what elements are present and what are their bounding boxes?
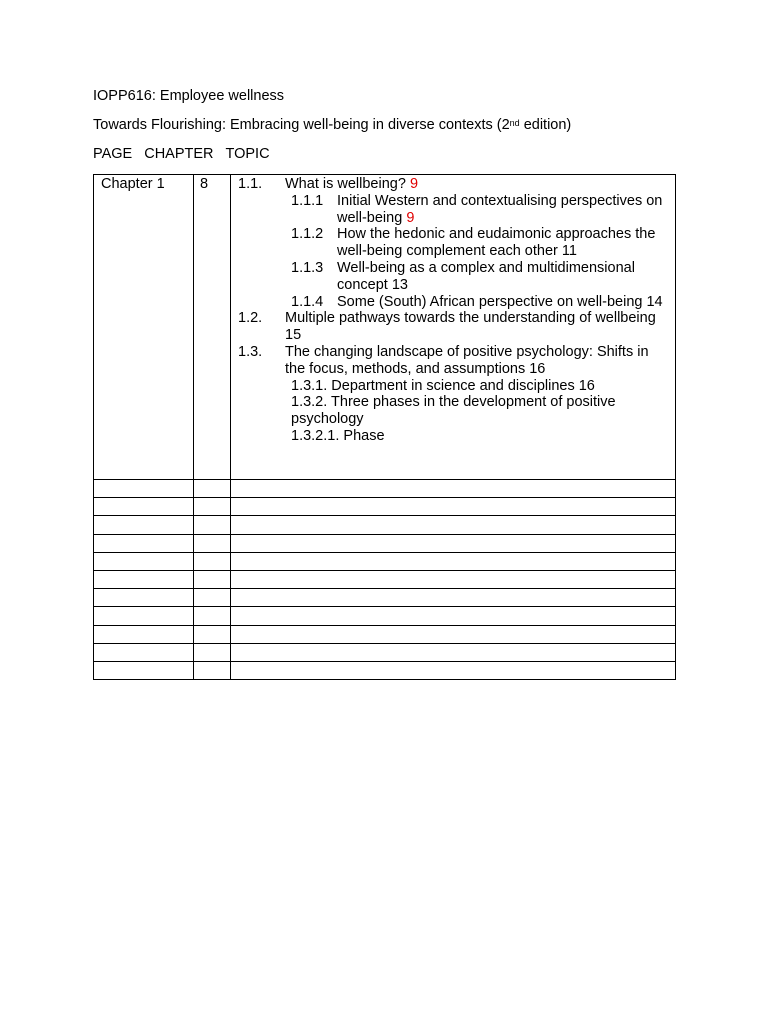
page-number: 8 (200, 176, 209, 192)
empty-chapter-cell (94, 480, 194, 498)
book-title-edition: edition) (519, 117, 572, 133)
empty-topic-cell (231, 498, 676, 516)
table-row (94, 175, 676, 480)
empty-chapter-cell (94, 534, 194, 552)
subtopic-number: 1.1.4 (291, 293, 324, 310)
empty-page-cell (194, 643, 231, 661)
topic-text: What is wellbeing? (285, 176, 406, 192)
chapter-label: Chapter 1 (101, 176, 165, 192)
empty-chapter-cell (94, 607, 194, 625)
course-title: IOPP616: Employee wellness (93, 88, 285, 104)
empty-chapter-cell (94, 570, 194, 588)
chapter-cell (94, 175, 194, 480)
subtopic-text: Well-being as a complex and multidimensional concept 13 (337, 259, 635, 293)
header-chapter: CHAPTER (144, 146, 214, 162)
page-cell (194, 175, 231, 480)
empty-page-cell (194, 480, 231, 498)
subtopic-number: 1.1.3 (291, 259, 324, 276)
empty-topic-cell (231, 516, 676, 534)
topic-entry (238, 310, 669, 344)
empty-row (94, 498, 676, 516)
subtopic-entry (291, 193, 669, 227)
subtopic-number: 1.1.1 (291, 192, 324, 209)
empty-row (94, 625, 676, 643)
empty-row (94, 552, 676, 570)
empty-page-cell (194, 498, 231, 516)
topic-text: The changing landscape of positive psychology: Shifts in the focus, methods, and assumptions 16 (285, 343, 649, 377)
topic-entry (238, 176, 669, 193)
topic-cell (231, 175, 676, 480)
subsection-entry: 1.3.2. Three phases in the development of positive psychology (291, 394, 616, 428)
empty-chapter-cell (94, 589, 194, 607)
empty-page-cell (194, 552, 231, 570)
topic-text: Multiple pathways towards the understanding of wellbeing 15 (285, 310, 656, 344)
subtopic-entry (291, 260, 669, 294)
empty-chapter-cell (94, 661, 194, 679)
header-topic: TOPIC (225, 146, 270, 162)
book-title-main: Towards Flourishing: Embracing well-being in diverse contexts (2 (93, 117, 510, 133)
empty-page-cell (194, 534, 231, 552)
empty-row (94, 589, 676, 607)
subtopic-text: Initial Western and contextualising perspectives on well-being (337, 192, 663, 226)
subtopic-entry (291, 226, 669, 260)
empty-page-cell (194, 516, 231, 534)
empty-topic-cell (231, 661, 676, 679)
subsection-entry: 1.3.1. Department in science and disciplines 16 (291, 377, 595, 394)
empty-topic-cell (231, 625, 676, 643)
empty-chapter-cell (94, 498, 194, 516)
empty-page-cell (194, 570, 231, 588)
empty-row (94, 480, 676, 498)
empty-page-cell (194, 625, 231, 643)
empty-topic-cell (231, 643, 676, 661)
topic-page: 9 (409, 176, 419, 192)
empty-row (94, 516, 676, 534)
contents-table (93, 174, 676, 680)
topic-number: 1.3. (238, 343, 263, 360)
topic-number: 1.2. (238, 310, 263, 327)
subtopic-text: Some (South) African perspective on well-being 14 (337, 293, 663, 310)
empty-page-cell (194, 661, 231, 679)
empty-topic-cell (231, 552, 676, 570)
empty-row (94, 570, 676, 588)
empty-topic-cell (231, 607, 676, 625)
empty-topic-cell (231, 480, 676, 498)
empty-row (94, 643, 676, 661)
topic-number: 1.1. (238, 176, 263, 192)
subtopic-number: 1.1.2 (291, 226, 324, 243)
subtopic-entry (291, 294, 669, 311)
book-title (93, 116, 571, 134)
empty-page-cell (194, 589, 231, 607)
empty-topic-cell (231, 589, 676, 607)
empty-row (94, 607, 676, 625)
subtopic-page: 9 (406, 209, 415, 226)
empty-chapter-cell (94, 625, 194, 643)
empty-chapter-cell (94, 643, 194, 661)
header-page: PAGE (93, 146, 133, 162)
empty-topic-cell (231, 570, 676, 588)
subtopic-text: How the hedonic and eudaimonic approaches the well-being complement each other 11 (337, 226, 656, 260)
subsection-entry: 1.3.2.1. Phase (291, 427, 385, 444)
empty-row (94, 534, 676, 552)
book-title-superscript: nd (509, 118, 520, 128)
empty-chapter-cell (94, 552, 194, 570)
empty-chapter-cell (94, 516, 194, 534)
empty-page-cell (194, 607, 231, 625)
empty-topic-cell (231, 534, 676, 552)
column-headers (93, 145, 270, 163)
empty-row (94, 661, 676, 679)
topic-entry (238, 344, 669, 378)
